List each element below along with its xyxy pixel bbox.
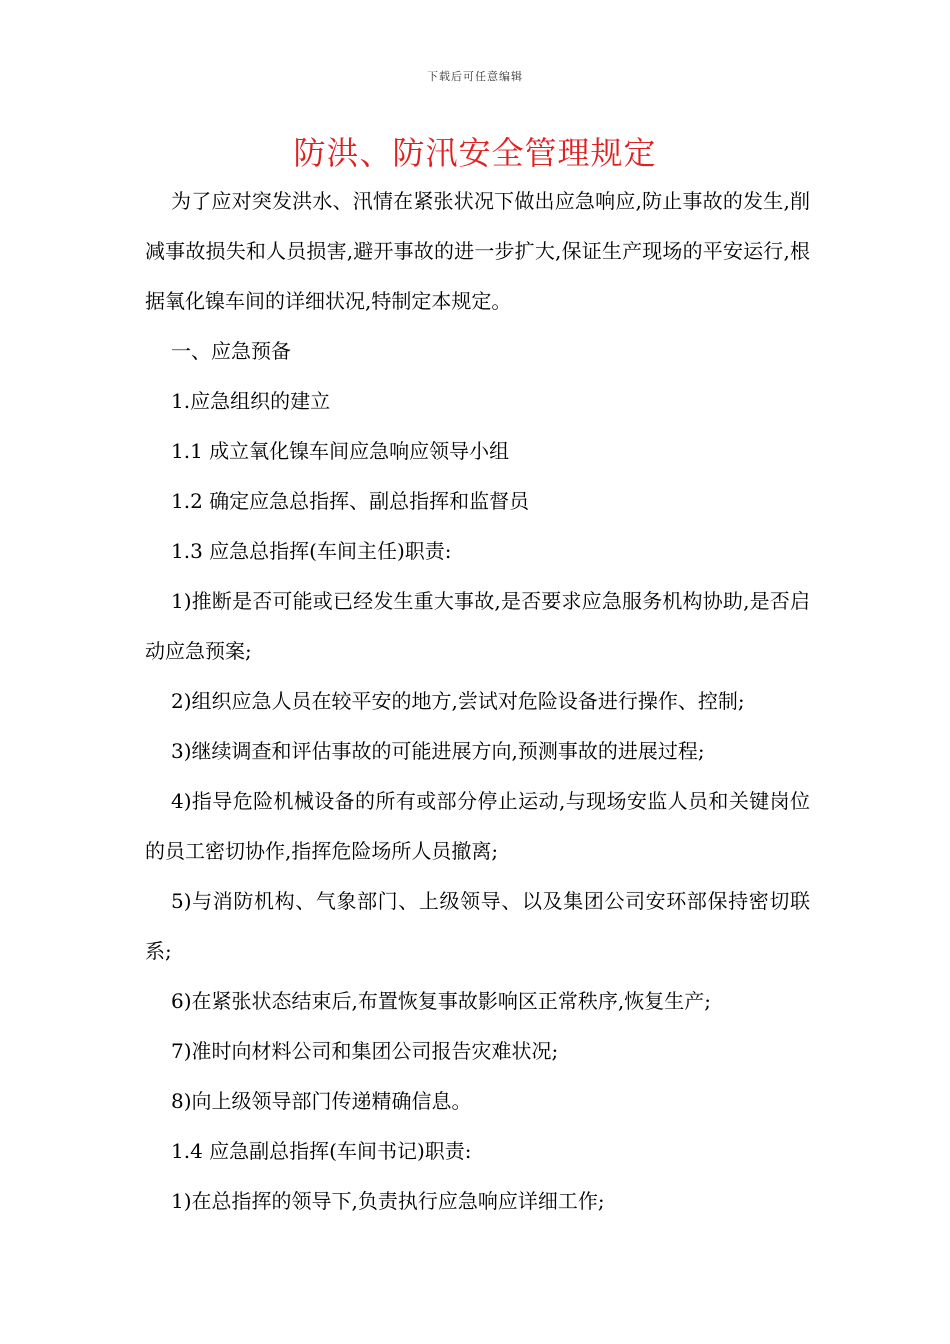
paragraph: 7)准时向材料公司和集团公司报告灾难状况; <box>171 1039 559 1063</box>
paragraph: 2)组织应急人员在较平安的地方,尝试对危险设备进行操作、控制; <box>171 689 745 713</box>
document-title: 防洪、防汛安全管理规定 <box>293 134 657 172</box>
paragraph: 1.2 确定应急总指挥、副总指挥和监督员 <box>171 489 530 513</box>
paragraph: 1.4 应急副总指挥(车间书记)职责: <box>171 1139 472 1163</box>
paragraph: 5)与消防机构、气象部门、上级领导、以及集团公司安环部保持密切联系; <box>145 889 810 963</box>
paragraph: 1.3 应急总指挥(车间主任)职责: <box>171 539 452 563</box>
paragraph: 1.应急组织的建立 <box>171 389 331 413</box>
header-note: 下载后可任意编辑 <box>427 70 523 83</box>
paragraph: 为了应对突发洪水、汛情在紧张状况下做出应急响应,防止事故的发生,削减事故损失和人员损害,避开事故的进一步扩大,保证生产现场的平安运行,根据氧化镍车间的详细状况,特制定本规定。 <box>145 189 810 313</box>
paragraph: 6)在紧张状态结束后,布置恢复事故影响区正常秩序,恢复生产; <box>171 989 711 1013</box>
paragraph: 3)继续调查和评估事故的可能进展方向,预测事故的进展过程; <box>171 739 705 763</box>
paragraph: 1)在总指挥的领导下,负责执行应急响应详细工作; <box>171 1189 605 1213</box>
paragraph: 1)推断是否可能或已经发生重大事故,是否要求应急服务机构协助,是否启动应急预案; <box>145 589 810 663</box>
paragraph: 8)向上级领导部门传递精确信息。 <box>171 1089 472 1113</box>
paragraph: 一、应急预备 <box>171 339 291 363</box>
document-body <box>145 176 810 1226</box>
paragraph: 1.1 成立氧化镍车间应急响应领导小组 <box>171 439 510 463</box>
paragraph: 4)指导危险机械设备的所有或部分停止运动,与现场安监人员和关键岗位的员工密切协作,指挥危险场所人员撤离; <box>145 789 810 863</box>
